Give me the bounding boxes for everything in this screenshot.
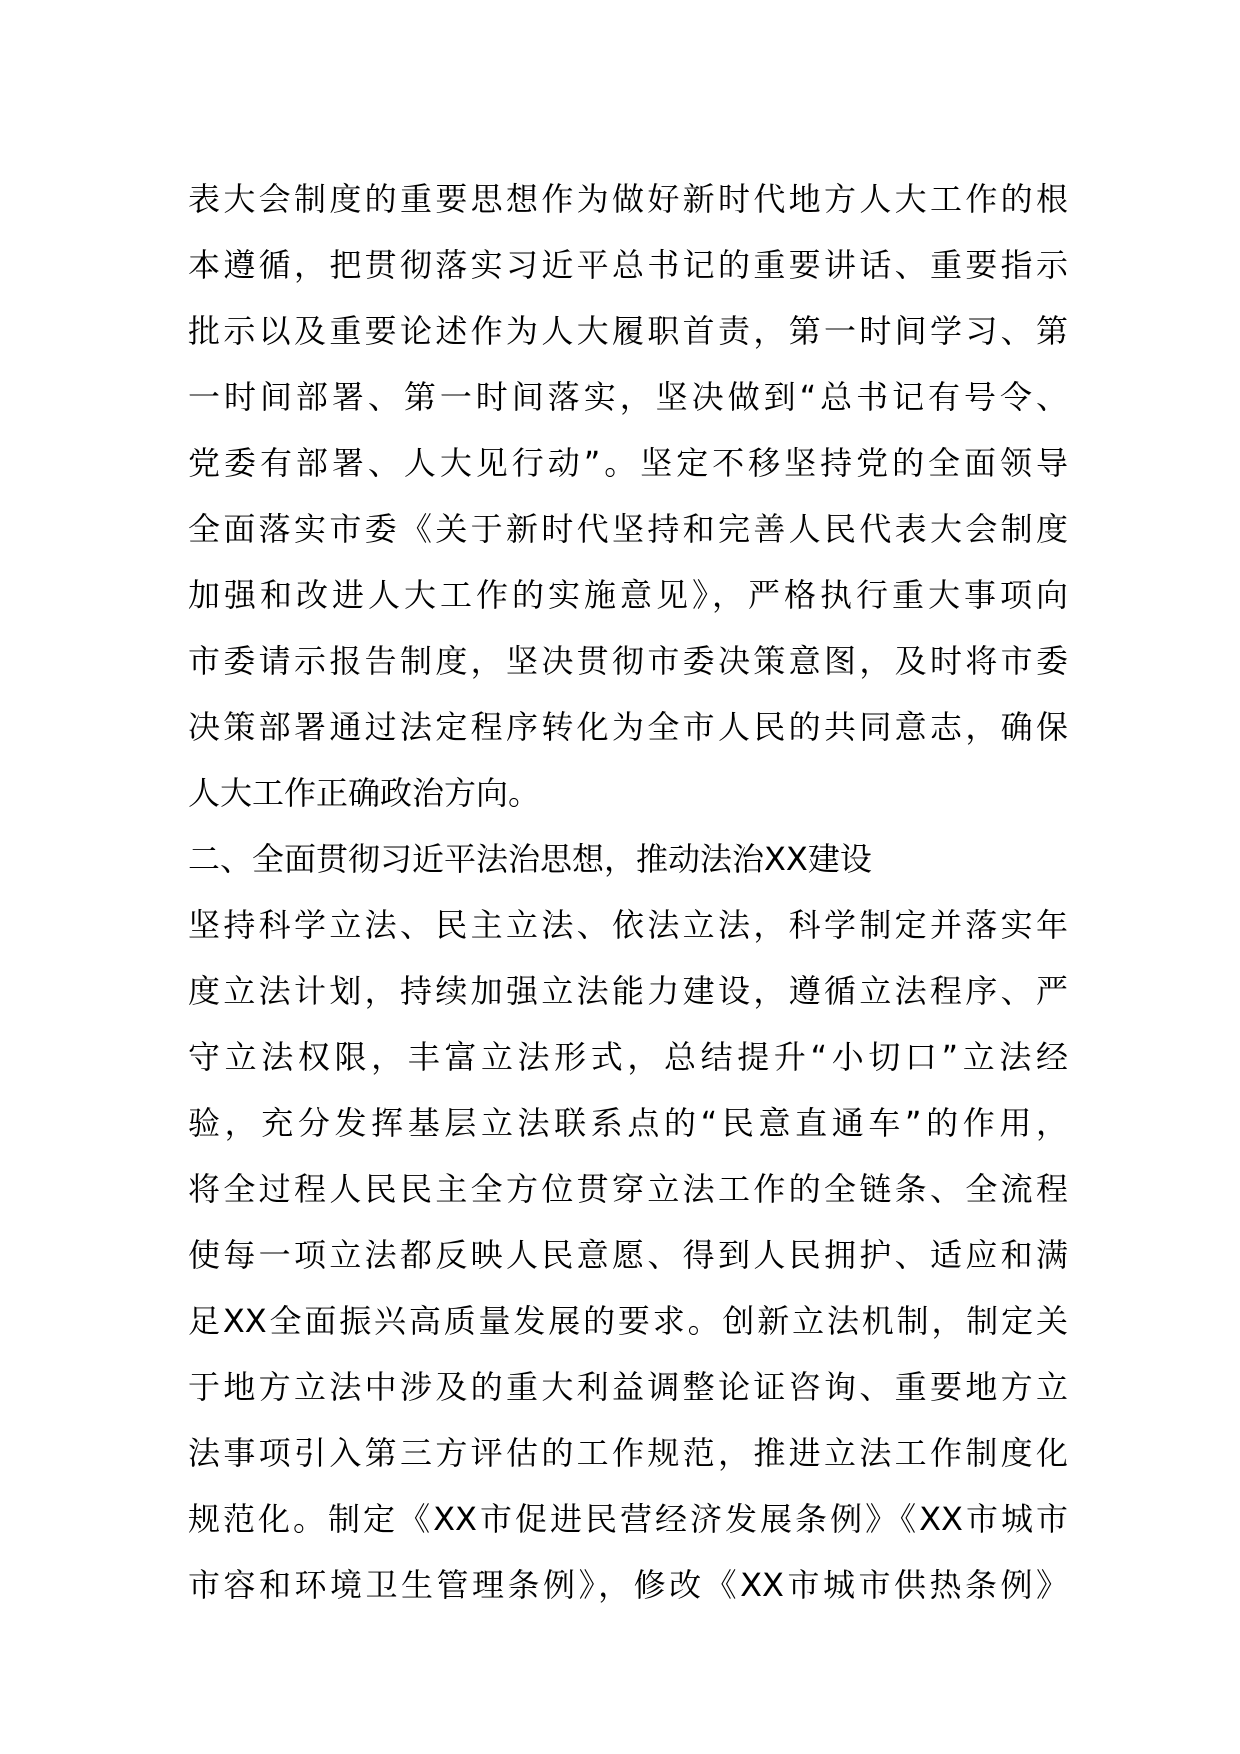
text-line: 市委请示报告制度，坚决贯彻市委决策意图，及时将市委 <box>188 642 1068 680</box>
text-line: 验，充分发挥基层立法联系点的“民意直通车”的作用， <box>188 1104 1068 1142</box>
text-line: 本遵循，把贯彻落实习近平总书记的重要讲话、重要指示 <box>188 246 1068 284</box>
text-line: 党委有部署、人大见行动”。坚定不移坚持党的全面领导 <box>188 444 1068 482</box>
text-line: 批示以及重要论述作为人大履职首责，第一时间学习、第 <box>188 312 1068 350</box>
text-line: 法事项引入第三方评估的工作规范，推进立法工作制度化 <box>188 1434 1068 1472</box>
text-line: 全面落实市委《关于新时代坚持和完善人民代表大会制度 <box>188 510 1068 548</box>
text-line: 坚持科学立法、民主立法、依法立法，科学制定并落实年 <box>188 906 1068 944</box>
section-heading: 二、全面贯彻习近平法治思想，推动法治XX建设 <box>188 840 872 878</box>
text-line: 规范化。制定《XX市促进民营经济发展条例》《XX市城市 <box>188 1500 1068 1538</box>
text-line: 人大工作正确政治方向。 <box>188 774 541 812</box>
text-line: 度立法计划，持续加强立法能力建设，遵循立法程序、严 <box>188 972 1068 1010</box>
text-line: 于地方立法中涉及的重大利益调整论证咨询、重要地方立 <box>188 1368 1068 1406</box>
text-line: 决策部署通过法定程序转化为全市人民的共同意志，确保 <box>188 708 1068 746</box>
text-line: 守立法权限，丰富立法形式，总结提升“小切口”立法经 <box>188 1038 1068 1076</box>
text-line: 一时间部署、第一时间落实，坚决做到“总书记有号令、 <box>188 378 1068 416</box>
text-line: 表大会制度的重要思想作为做好新时代地方人大工作的根 <box>188 180 1068 218</box>
body-text <box>188 166 1068 1618</box>
text-line: 加强和改进人大工作的实施意见》，严格执行重大事项向 <box>188 576 1068 614</box>
text-line: 使每一项立法都反映人民意愿、得到人民拥护、适应和满 <box>188 1236 1068 1274</box>
text-line: 足XX全面振兴高质量发展的要求。创新立法机制，制定关 <box>188 1302 1068 1340</box>
text-line: 市容和环境卫生管理条例》，修改《XX市城市供热条例》 <box>188 1566 1068 1604</box>
text-line: 将全过程人民民主全方位贯穿立法工作的全链条、全流程 <box>188 1170 1068 1208</box>
